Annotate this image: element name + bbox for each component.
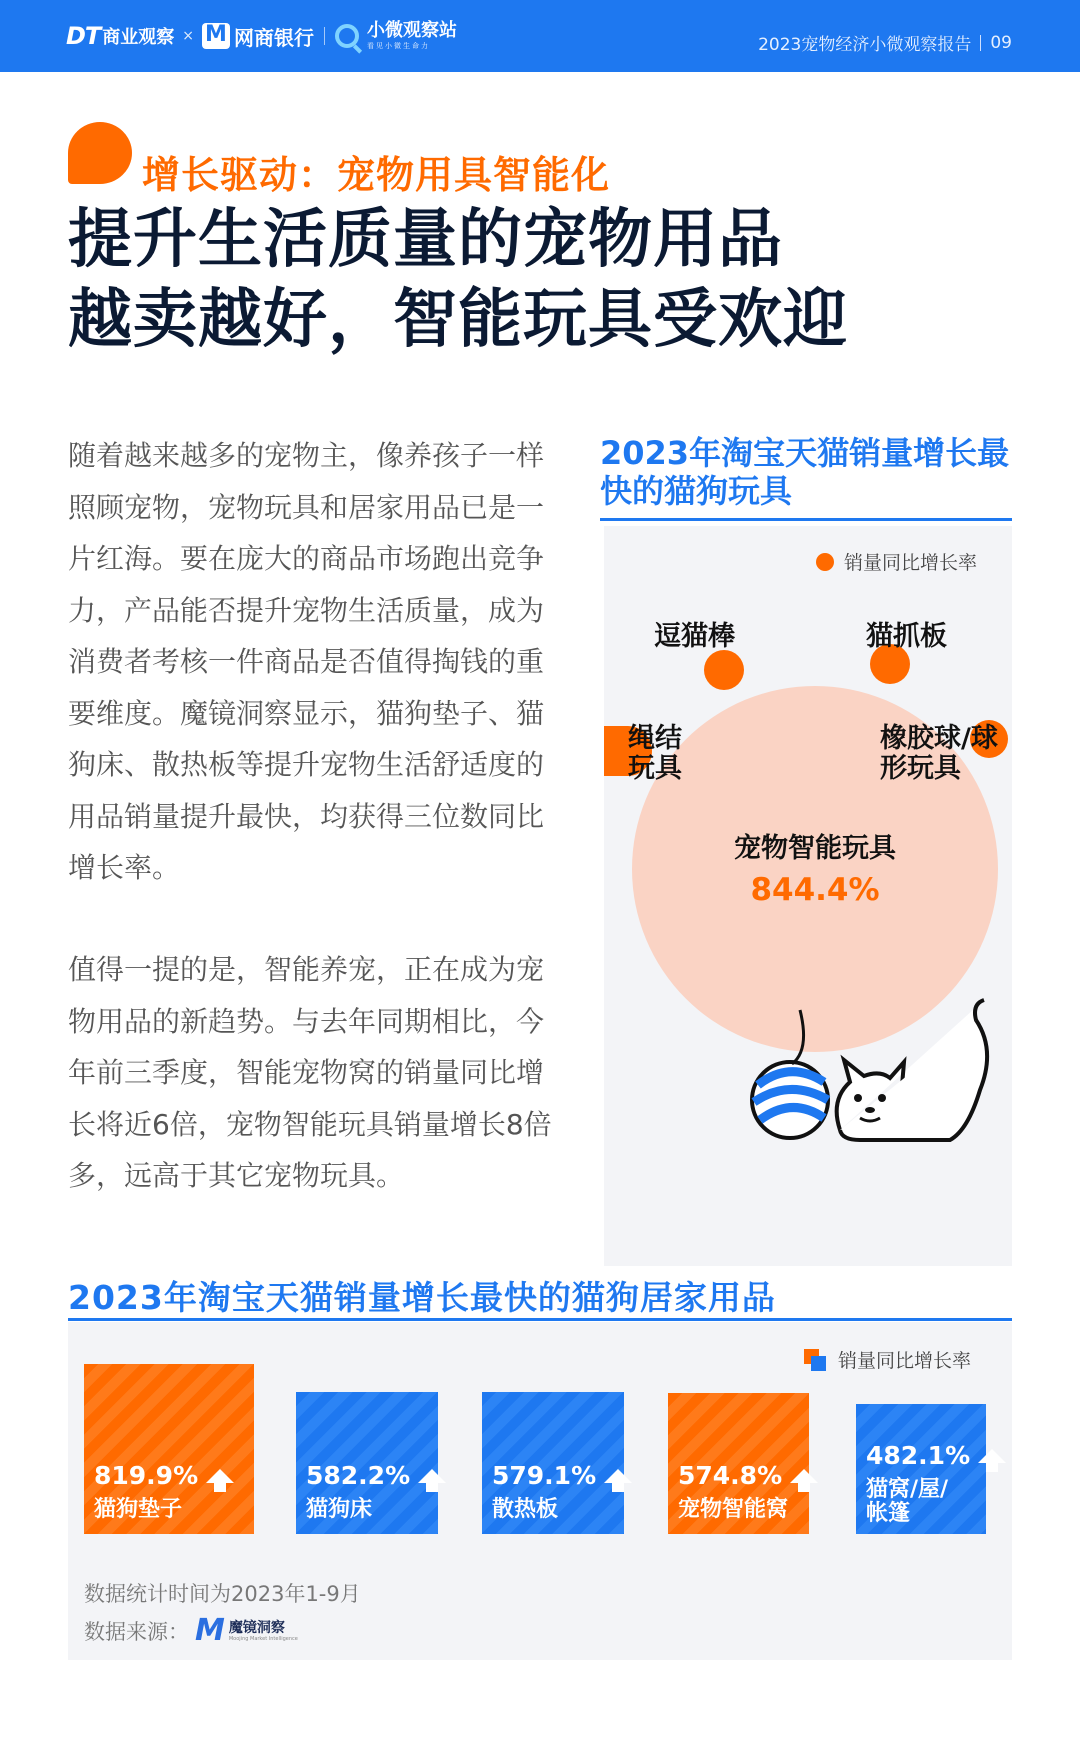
- home-chart-title: 2023年淘宝天猫销量增长最快的猫狗居家用品: [68, 1278, 776, 1317]
- headline: [68, 200, 848, 360]
- dt-logo: DT: [66, 22, 101, 50]
- up-arrow-icon: [604, 1469, 632, 1483]
- headline-line-2: 越卖越好，智能玩具受欢迎: [68, 283, 848, 357]
- toy-chart-underline: [600, 518, 1012, 521]
- legend-squares-icon: [804, 1349, 826, 1371]
- toy-label-rope-toy: 绳结玩具: [628, 723, 682, 784]
- data-period-note: 数据统计时间为2023年1-9月: [84, 1582, 361, 1606]
- home-tile-2: [296, 1392, 438, 1534]
- home-tile-label: 猫狗垫子: [94, 1497, 183, 1522]
- home-tile-value: 482.1%: [866, 1441, 1006, 1470]
- cat-icon: [837, 1000, 987, 1140]
- data-source-label: 数据来源：: [84, 1620, 189, 1644]
- report-title: 2023宠物经济小微观察报告: [758, 35, 972, 55]
- toy-value-smart-toy: 844.4%: [750, 872, 880, 908]
- home-chart-underline: [68, 1318, 1012, 1321]
- mybank-logo-icon: [202, 23, 230, 49]
- magnifier-logo-icon: [335, 24, 359, 48]
- home-tile-value: 582.2%: [306, 1461, 446, 1490]
- home-tile-label: 散热板: [492, 1497, 559, 1522]
- toy-label-rubber-ball: 橡胶球/球形玩具: [880, 723, 998, 784]
- home-tile-5: [856, 1404, 986, 1534]
- home-tile-value: 574.8%: [678, 1461, 818, 1490]
- top-bar: [0, 0, 1080, 72]
- moojing-logo: [195, 1613, 298, 1648]
- toy-label-scratch-board: 猫抓板: [866, 621, 947, 652]
- home-chart-legend: [804, 1346, 971, 1373]
- home-tile-label: 猫窝/屋/ 帐篷: [866, 1477, 949, 1526]
- toy-label-smart-toy: 宠物智能玩具: [734, 833, 896, 864]
- home-tile-label: 宠物智能窝: [678, 1497, 789, 1522]
- home-tile-value: 819.9%: [94, 1461, 234, 1490]
- report-divider: [980, 35, 981, 51]
- yarn-ball-icon: [752, 1010, 828, 1138]
- home-tile-4: [668, 1393, 809, 1534]
- home-chart-legend-label: 销量同比增长率: [838, 1350, 972, 1372]
- up-arrow-icon: [206, 1469, 234, 1483]
- home-tile-3: [482, 1392, 624, 1534]
- dt-logo-text: 商业观察: [102, 27, 175, 48]
- body-paragraph-2: 值得一提的是，智能养宠，正在成为宠物用品的新趋势。与去年同期相比，今年前三季度，智能宠物窝的销量同比增长将近6倍，宠物智能玩具销量增长8倍多，远高于其它宠物玩具。: [68, 953, 552, 1192]
- moojing-logo-en: Moojing Market Intelligence: [228, 1635, 298, 1642]
- cat-with-yarn-illustration: [740, 990, 1000, 1150]
- partner-logos: [66, 20, 457, 52]
- legend-dot-icon: [816, 553, 834, 571]
- up-arrow-icon: [978, 1449, 1006, 1463]
- bubble-cat-teaser: [704, 650, 744, 690]
- station-logo-text: 小微观察站: [367, 20, 458, 41]
- report-header: [758, 30, 1012, 55]
- body-paragraph-1: 随着越来越多的宠物主，像养孩子一样照顾宠物，宠物玩具和居家用品已是一片红海。要在庞大的商品市场跑出竞争力，产品能否提升宠物生活质量，成为消费者考核一件商品是否值得掏钱的重要维度。魔镜洞察显示，猫狗垫子、猫狗床、散热板等提升宠物生活舒适度的用品销量提升最快，均获得三位数同比增长率。: [68, 439, 545, 884]
- moojing-logo-text: 魔镜洞察: [228, 1619, 285, 1636]
- data-source-note: [84, 1613, 298, 1648]
- home-tile-label: 猫狗床: [306, 1497, 373, 1522]
- station-logo: [367, 22, 457, 50]
- home-tile-value: 579.1%: [492, 1461, 632, 1490]
- mybank-logo-text: 网商银行: [234, 25, 315, 50]
- toy-label-cat-teaser: 逗猫棒: [654, 621, 735, 652]
- toy-chart-legend: [816, 548, 977, 575]
- home-tile-1: [84, 1364, 254, 1534]
- toy-chart-title: 2023年淘宝天猫销量增长最快的猫狗玩具: [600, 434, 1010, 510]
- headline-line-1: 提升生活质量的宠物用品: [68, 203, 783, 277]
- logo-divider: [324, 27, 325, 45]
- moojing-logo-icon: M: [195, 1613, 225, 1648]
- section-marker-icon: [68, 122, 132, 184]
- up-arrow-icon: [790, 1469, 818, 1483]
- page-number: 09: [990, 32, 1012, 53]
- up-arrow-icon: [418, 1469, 446, 1483]
- toy-chart-legend-label: 销量同比增长率: [844, 552, 978, 574]
- times-sign: ×: [182, 28, 195, 44]
- station-logo-slogan: 看见小微生命力: [367, 42, 431, 50]
- section-title: 增长驱动：宠物用具智能化: [142, 153, 611, 197]
